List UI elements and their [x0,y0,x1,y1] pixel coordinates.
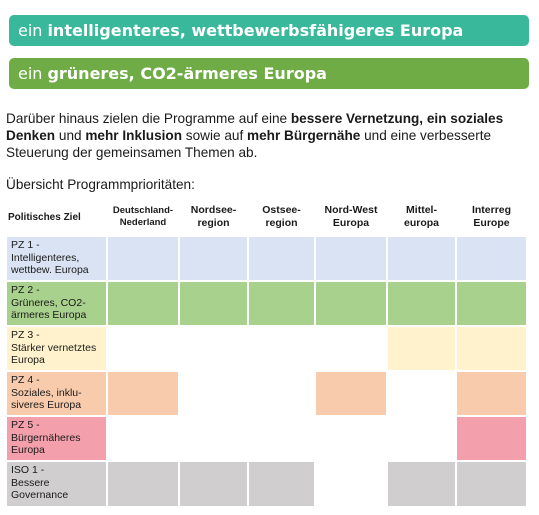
priority-cell [315,371,387,416]
priority-cell [315,416,387,461]
banner-title: intelligenteres, wettbewerbsfähigeres Europa [47,21,464,40]
priority-cell [248,326,315,371]
column-header: Interreg Europe [471,204,512,229]
table-row [6,281,527,326]
table-row [6,236,527,281]
priority-cell [315,236,387,281]
priority-cell [179,461,248,507]
column-header: Nordsee- region [190,204,237,229]
intro-text: sowie auf [182,128,248,143]
intro-bold: mehr Bürgernähe [247,128,361,143]
intro-text: und eine verbesserte Steuerung der gemeinsamen Themen ab. [6,128,492,160]
priority-cell [387,326,456,371]
goal-label: PZ 3 - Stärker vernetztes Europa [6,326,107,371]
priority-cell [387,281,456,326]
priority-banner-2 [9,58,529,89]
priority-cell [387,371,456,416]
priorities-table [6,198,527,507]
intro-bold: bessere Vernetzung, ein soziales Denken [6,111,504,143]
banner-prefix: ein [18,21,43,40]
overview-label: Übersicht Programmprioritäten: [6,177,195,192]
priority-cell [248,416,315,461]
table-row [6,461,527,507]
priority-cell [179,326,248,371]
priority-cell [248,236,315,281]
priority-cell [107,281,179,326]
priority-cell [248,281,315,326]
priority-cell [107,371,179,416]
column-header: Deutschland- Nederland [112,205,174,228]
priority-cell [387,236,456,281]
priority-cell [315,461,387,507]
priority-cell [179,371,248,416]
priority-cell [107,461,179,507]
priority-cell [387,416,456,461]
priority-cell [456,236,527,281]
priority-cell [456,371,527,416]
priority-cell [179,281,248,326]
intro-paragraph [6,110,534,161]
priority-cell [315,326,387,371]
intro-bold: mehr Inklusion [85,128,183,143]
column-header: Nord-West Europa [324,204,378,229]
priority-cell [456,281,527,326]
priority-cell [315,281,387,326]
table-row [6,416,527,461]
priority-cell [387,461,456,507]
priority-cell [107,416,179,461]
table-row [6,326,527,371]
goal-label: PZ 5 - Bürgernäheres Europa [6,416,107,461]
goal-label: PZ 2 - Grüneres, CO2- ärmeres Europa [6,281,107,326]
priority-cell [107,236,179,281]
goal-column-header: Politisches Ziel [8,211,81,223]
priority-cell [248,461,315,507]
column-header: Mittel- europa [403,204,439,229]
goal-label: PZ 1 - Intelligenteres, wettbew. Europa [6,236,107,281]
priority-banner-1 [9,15,529,46]
priority-cell [179,416,248,461]
goal-label: ISO 1 - Bessere Governance [6,461,107,507]
priority-cell [107,326,179,371]
priority-cell [248,371,315,416]
priority-cell [456,416,527,461]
priority-cell [179,236,248,281]
column-header: Ostsee- region [262,204,301,229]
table-row [6,371,527,416]
priority-cell [456,461,527,507]
intro-text: Darüber hinaus zielen die Programme auf eine [6,111,291,126]
intro-text: und [55,128,86,143]
goal-label: PZ 4 - Soziales, inklu- siveres Europa [6,371,107,416]
banner-title: grüneres, CO2-ärmeres Europa [47,64,327,83]
banner-prefix: ein [18,64,43,83]
table-header-row [6,198,527,236]
priority-cell [456,326,527,371]
